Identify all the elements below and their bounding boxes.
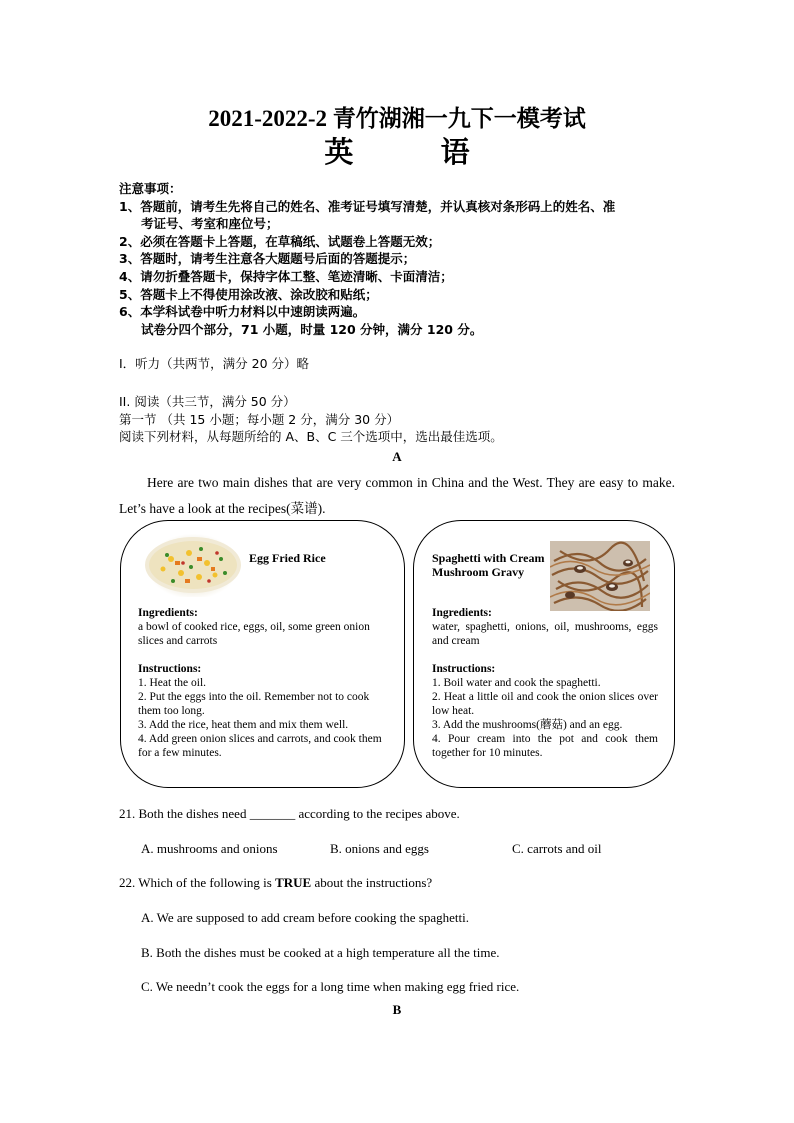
notice-item: 5、答题卡上不得使用涂改液、涂改胶和贴纸； bbox=[119, 286, 378, 302]
notice-item: 2、必须在答题卡上答题，在草稿纸、试题卷上答题无效； bbox=[119, 233, 441, 249]
passage-a-text: Here are two main dishes that are very common in China and the West. They are easy to make. Let’s have a look at the recipes(菜谱). bbox=[119, 475, 675, 516]
instruction-step: 4. Pour cream into the pot and cook them together for 10 minutes. bbox=[432, 733, 658, 759]
recipe-title: Egg Fried Rice bbox=[249, 551, 326, 565]
q22-stem-bold: TRUE bbox=[275, 875, 312, 890]
instruction-step: 2. Put the eggs into the oil. Remember not to cook them too long. bbox=[138, 691, 370, 717]
question-22 bbox=[119, 875, 432, 891]
notice-item: 6、本学科试卷中听力材料以中速朗读两遍。 bbox=[119, 304, 366, 320]
recipe-card-spaghetti bbox=[413, 520, 675, 788]
notice-item: 试卷分四个部分，71 小题，时量 120 分钟，满分 120 分。 bbox=[141, 321, 483, 337]
q21-option-b: B. onions and eggs bbox=[330, 841, 429, 856]
instruction-step: 1. Heat the oil. bbox=[138, 677, 207, 689]
ingredients-label: Ingredients: bbox=[138, 607, 198, 619]
q22-option-a: A. We are supposed to add cream before cooking the spaghetti. bbox=[141, 910, 469, 925]
listening-section: I．听力（共两节，满分 20 分）略 bbox=[119, 356, 310, 371]
reading-section: II. 阅读（共三节，满分 50 分） bbox=[119, 394, 296, 409]
instruction-step: 1. Boil water and cook the spaghetti. bbox=[432, 677, 601, 689]
passage-b-label: B bbox=[392, 1002, 402, 1017]
q22-option-c: C. We needn’t cook the eggs for a long time when making egg fried rice. bbox=[141, 979, 520, 994]
ingredients-text: water, spaghetti, onions, oil, mushrooms, eggs and cream bbox=[432, 621, 658, 647]
notice-heading: 注意事项： bbox=[119, 181, 182, 196]
exam-title: 2021-2022-2 青竹湖湘一九下一模考试 bbox=[208, 106, 586, 131]
instruction-step: 3. Add the rice, heat them and mix them well. bbox=[138, 719, 349, 731]
part1-heading: 第一节 （共 15 小题；每小题 2 分，满分 30 分） bbox=[119, 412, 400, 427]
instructions-label: Instructions: bbox=[138, 663, 202, 675]
q21-option-a: A. mushrooms and onions bbox=[141, 841, 278, 856]
notice-block bbox=[119, 180, 679, 338]
ingredients-text: a bowl of cooked rice, eggs, oil, some green onion slices and carrots bbox=[138, 621, 370, 647]
notice-item: 考证号、考室和座位号； bbox=[141, 216, 279, 232]
passage-a-label: A bbox=[392, 449, 402, 464]
fried-rice-image bbox=[141, 529, 245, 597]
recipe-body bbox=[138, 606, 390, 760]
instruction-step: 3. Add the mushrooms(蘑菇) and an egg. bbox=[432, 719, 623, 731]
recipe-body bbox=[432, 606, 658, 760]
recipe-card-egg-fried-rice bbox=[120, 520, 405, 788]
ingredients-label: Ingredients: bbox=[432, 607, 492, 619]
q22-option-b: B. Both the dishes must be cooked at a high temperature all the time. bbox=[141, 945, 500, 960]
instruction-step: 2. Heat a little oil and cook the onion slices over low heat. bbox=[432, 691, 658, 717]
spaghetti-image bbox=[550, 541, 650, 611]
notice-item: 3、答题时，请考生注意各大题题号后面的答题提示； bbox=[119, 251, 416, 267]
q21-option-c: C. carrots and oil bbox=[512, 841, 602, 856]
question-21: 21. Both the dishes need _______ according to the recipes above. bbox=[119, 806, 460, 821]
reading-instruction: 阅读下列材料，从每题所给的 A、B、C 三个选项中，选出最佳选项。 bbox=[119, 429, 503, 444]
q22-stem-suffix: about the instructions? bbox=[311, 875, 433, 890]
instructions-label: Instructions: bbox=[432, 663, 496, 675]
notice-item: 1、答题前，请考生先将自己的姓名、准考证号填写清楚，并认真核对条形码上的姓名、准 bbox=[119, 198, 616, 214]
subject-title: 英 语 bbox=[324, 137, 510, 169]
recipe-title: Spaghetti with Cream Mushroom Gravy bbox=[432, 551, 545, 579]
q22-stem-prefix: 22. Which of the following is bbox=[119, 875, 276, 890]
notice-item: 4、请勿折叠答题卡，保持字体工整、笔迹清晰、卡面清洁； bbox=[119, 268, 453, 284]
instruction-step: 4. Add green onion slices and carrots, and cook them for a few minutes. bbox=[138, 733, 382, 759]
